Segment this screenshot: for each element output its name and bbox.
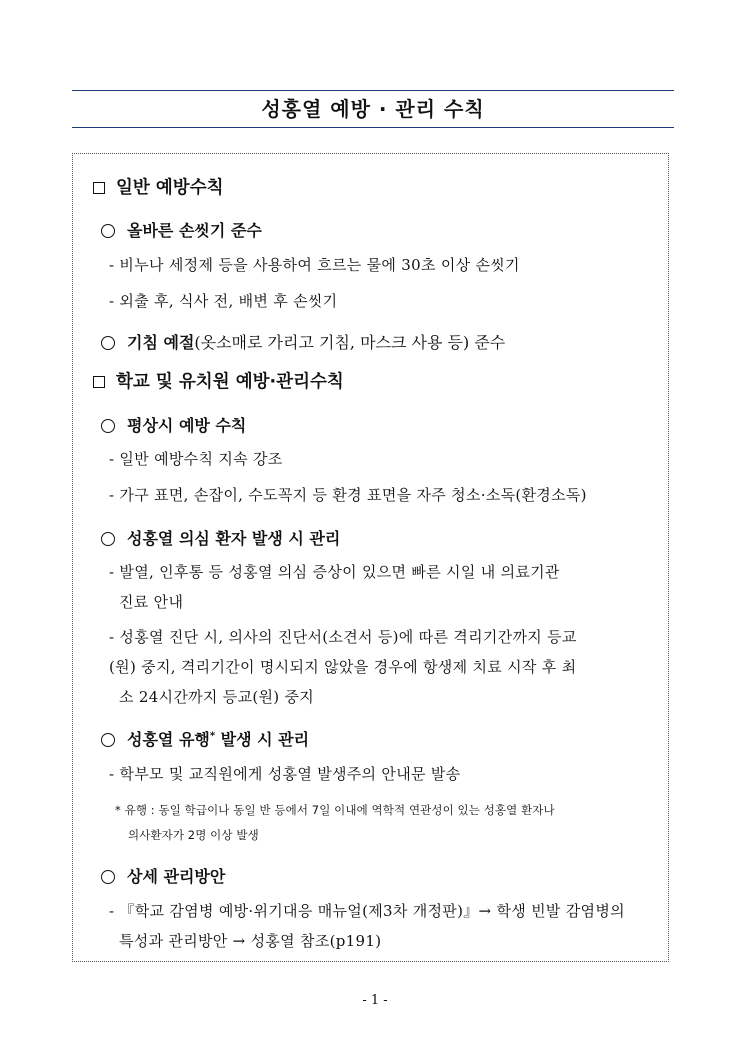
circle-bullet-icon [101,419,115,433]
suspect-item-2-line-1: - 성홍열 진단 시, 의사의 진단서(소견서 등)에 따른 격리기간까지 등교 [109,628,577,646]
section-general-heading: 일반 예방수칙 [116,178,224,198]
routine-item-2: - 가구 표면, 손잡이, 수도꼭지 등 환경 표면을 자주 청소·소독(환경소독) [109,486,587,504]
subsection-detail [101,864,225,887]
circle-bullet-icon [101,532,115,546]
page-number: - 1 - [362,993,388,1008]
circle-bullet-icon [101,336,115,350]
title-rule-top [72,90,674,91]
title-rule-bottom [72,127,674,128]
section-general [93,174,224,199]
cough-heading-rest: (옷소매로 가리고 기침, 마스크 사용 등) 준수 [194,333,506,352]
handwash-item-1: - 비누나 세정제 등을 사용하여 흐르는 물에 30초 이상 손씻기 [109,256,520,274]
circle-bullet-icon [101,224,115,238]
circle-bullet-icon [101,870,115,884]
detail-line-1: - 『학교 감염병 예방·위기대응 매뉴얼(제3차 개정판)』→ 학생 빈발 감염병의 [109,902,625,920]
section-school [93,368,344,393]
suspect-heading: 성홍열 의심 환자 발생 시 관리 [127,529,341,548]
detail-heading: 상세 관리방안 [127,867,226,886]
outbreak-note-line-1: * 유행 : 동일 학급이나 동일 반 등에서 7일 이내에 역학적 연관성이 있는 성홍열 환자나 [115,803,555,817]
outbreak-heading-pre: 성홍열 유행 [127,730,210,749]
suspect-item-2-line-3: 소 24시간까지 등교(원) 중지 [119,688,315,706]
outbreak-item: - 학부모 및 교직원에게 성홍열 발생주의 안내문 발송 [109,765,461,783]
content-box [72,153,669,962]
outbreak-note-line-2: 의사환자가 2명 이상 발생 [128,828,259,842]
outbreak-heading-post: 발생 시 관리 [215,730,310,749]
outbreak-footnote-mark: * [209,730,216,742]
document-title: 성홍열 예방 · 관리 수칙 [261,97,485,121]
suspect-item-1-line-2: 진료 안내 [119,593,184,611]
handwash-heading: 올바른 손씻기 준수 [127,221,262,240]
cough-heading-bold: 기침 예절 [127,333,195,352]
routine-heading: 평상시 예방 수칙 [127,416,247,435]
suspect-item-2-line-2: (원) 중지, 격리기간이 명시되지 않았을 경우에 항생제 치료 시작 후 최 [109,658,577,676]
section-school-heading: 학교 및 유치원 예방·관리수칙 [116,372,344,392]
subsection-cough [101,330,505,353]
detail-line-2: 특성과 관리방안 → 성홍열 참조(p191) [119,932,382,950]
subsection-routine [101,413,246,436]
subsection-outbreak [101,727,309,750]
routine-item-1: - 일반 예방수칙 지속 강조 [109,450,283,468]
handwash-item-2: - 외출 후, 식사 전, 배변 후 손씻기 [109,292,338,310]
subsection-handwash [101,218,262,241]
suspect-item-1-line-1: - 발열, 인후통 등 성홍열 의심 증상이 있으면 빠른 시일 내 의료기관 [109,563,560,581]
checkbox-square-icon [93,376,105,388]
circle-bullet-icon [101,733,115,747]
checkbox-square-icon [93,182,105,194]
subsection-suspect [101,526,340,549]
